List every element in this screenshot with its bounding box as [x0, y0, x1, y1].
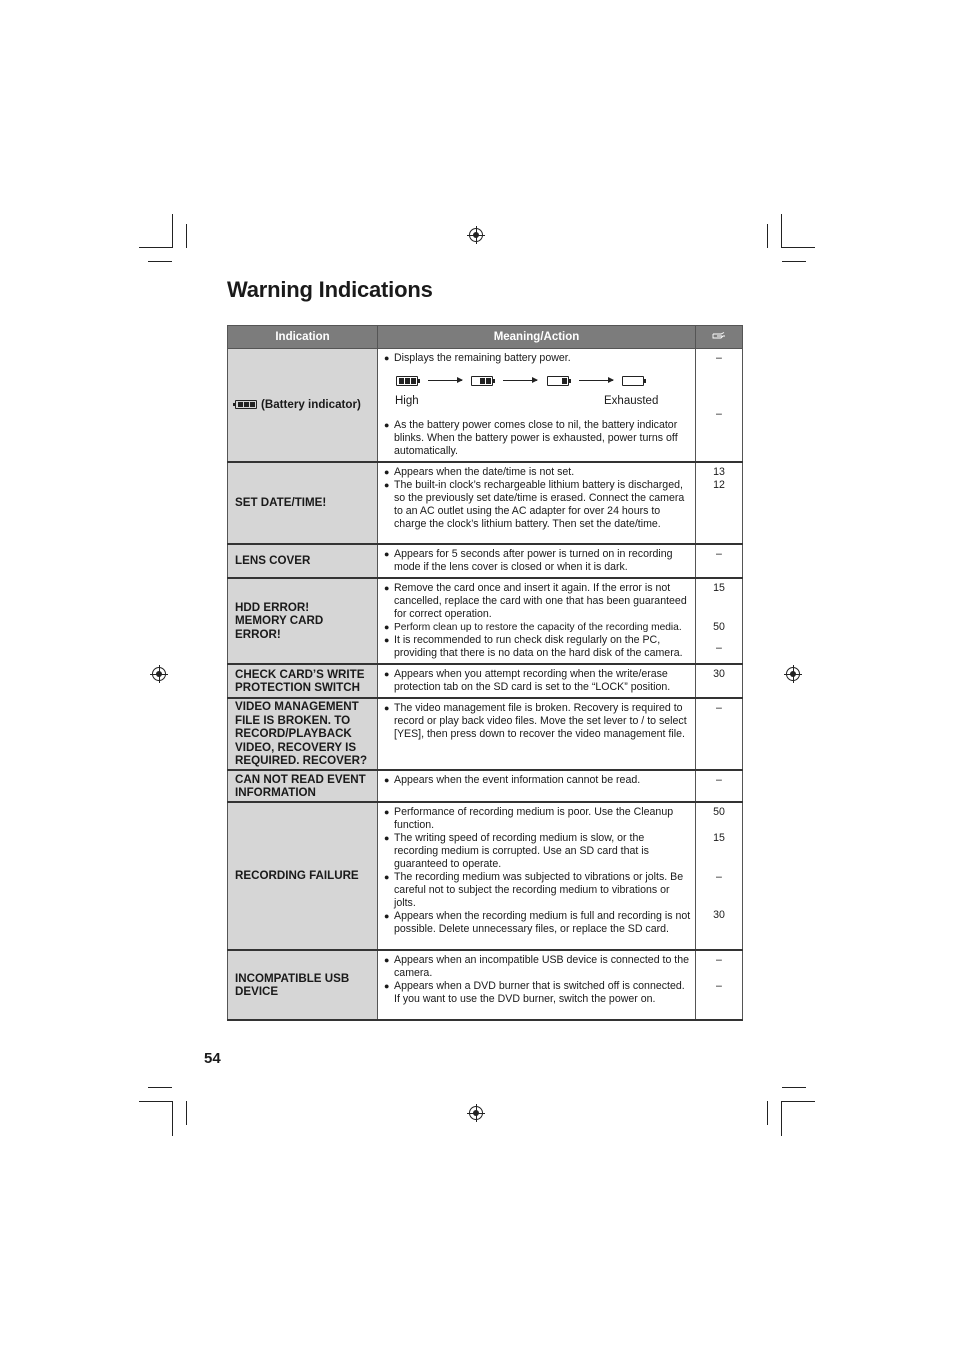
meaning-cell [378, 698, 696, 770]
list-item: ● Appears when you attempt recording when the write/erase protection tab on the SD card is set to the “LOCK” position. [384, 668, 691, 694]
battery-empty-icon [622, 376, 644, 386]
meaning-cell [378, 950, 696, 1020]
list-item: ● It is recommended to run check disk regularly on the PC, providing that there is no data on the hard disk of the camera. [384, 634, 691, 660]
list-item: ● Appears when the event information cannot be read. [384, 774, 691, 787]
battery-full-icon [396, 376, 418, 386]
page-title: Warning Indications [227, 277, 433, 302]
meaning-cell [378, 770, 696, 802]
battery-level-diagram [384, 365, 691, 409]
arrow-right-icon [503, 380, 537, 381]
list-item: ● Performance of recording medium is poor. Use the Cleanup function. [384, 806, 691, 832]
meaning-cell [378, 462, 696, 544]
meaning-cell [378, 544, 696, 578]
warning-table [227, 325, 743, 1021]
table-row [228, 664, 743, 698]
table-row [228, 544, 743, 578]
arrow-right-icon [428, 380, 462, 381]
meaning-cell [378, 664, 696, 698]
indication-cell: HDD ERROR! MEMORY CARD ERROR! [228, 578, 378, 664]
table-row [228, 950, 743, 1020]
indication-label: (Battery indicator) [261, 398, 361, 412]
list-item: ● Remove the card once and insert it again. If the error is not cancelled, replace the card with one that has been guaranteed for correct operation. [384, 582, 691, 621]
list-item: ● The video management file is broken. Recovery is required to record or play back video files. Move the set lever to / to select [YES], then press down to recover the video management file. [384, 702, 691, 741]
indication-cell: CHECK CARD’S WRITE PROTECTION SWITCH [228, 664, 378, 698]
reference-hand-icon [712, 331, 726, 340]
header-reference [696, 326, 743, 349]
reference-cell: – – [696, 950, 743, 1020]
list-item: ● The built-in clock’s rechargeable lithium battery is discharged, so the previously set date/time is erased. Connect the camera to an AC outlet using the AC adapter for over 24 hours to charge the clock’s lithium battery. Then set the date/time. [384, 479, 691, 531]
list-item: ● Perform clean up to restore the capacity of the recording media. [384, 621, 691, 634]
reference-cell: 50 15 – 30 [696, 802, 743, 950]
table-row [228, 349, 743, 463]
table-row [228, 578, 743, 664]
reference-cell: 30 [696, 664, 743, 698]
list-item: ● Appears when the date/time is not set. [384, 466, 691, 479]
indication-cell: RECORDING FAILURE [228, 802, 378, 950]
battery-one-third-icon [547, 376, 569, 386]
reference-cell: 15 50 – [696, 578, 743, 664]
meaning-cell [378, 349, 696, 463]
list-item: ● Displays the remaining battery power. [384, 352, 691, 365]
meaning-cell [378, 578, 696, 664]
battery-exhausted-label: Exhausted [604, 395, 659, 407]
page-number: 54 [204, 1050, 221, 1067]
reference-cell: – [696, 544, 743, 578]
registration-mark-icon [469, 228, 483, 242]
table-row [228, 802, 743, 950]
registration-mark-icon [786, 667, 800, 681]
indication-cell: VIDEO MANAGEMENT FILE IS BROKEN. TO RECORD/PLAYBACK VIDEO, RECOVERY IS REQUIRED. RECOVER? [228, 698, 378, 770]
table-header [228, 326, 743, 349]
indication-cell: SET DATE/TIME! [228, 462, 378, 544]
indication-cell: INCOMPATIBLE USB DEVICE [228, 950, 378, 1020]
list-item: ● As the battery power comes close to nil, the battery indicator blinks. When the battery power is exhausted, power turns off automatically. [384, 419, 691, 458]
list-item: ● The writing speed of recording medium is slow, or the recording medium is corrupted. Use an SD card that is guaranteed to operate. [384, 832, 691, 871]
list-item: ● The recording medium was subjected to vibrations or jolts. Be careful not to subject the recording medium to vibrations or jolts. [384, 871, 691, 910]
header-meaning: Meaning/Action [378, 326, 696, 349]
registration-mark-icon [469, 1106, 483, 1120]
list-item: ● Appears when a DVD burner that is switched off is connected. If you want to use the DVD burner, switch the power on. [384, 980, 691, 1006]
table-row [228, 698, 743, 770]
battery-high-label: High [395, 395, 419, 407]
registration-mark-icon [152, 667, 166, 681]
indication-cell: CAN NOT READ EVENT INFORMATION [228, 770, 378, 802]
list-item: ● Appears when the recording medium is full and recording is not possible. Delete unnecessary files, or replace the SD card. [384, 910, 691, 936]
reference-cell: 13 12 [696, 462, 743, 544]
meaning-cell [378, 802, 696, 950]
indication-cell [228, 349, 378, 463]
header-indication: Indication [228, 326, 378, 349]
reference-cell: – [696, 770, 743, 802]
arrow-right-icon [579, 380, 613, 381]
indication-cell: LENS COVER [228, 544, 378, 578]
table-row [228, 770, 743, 802]
table-row [228, 462, 743, 544]
battery-two-thirds-icon [471, 376, 493, 386]
reference-cell: – – [696, 349, 743, 463]
battery-full-icon [235, 400, 257, 409]
reference-cell: – [696, 698, 743, 770]
list-item: ● Appears for 5 seconds after power is turned on in recording mode if the lens cover is closed or when it is dark. [384, 548, 691, 574]
list-item: ● Appears when an incompatible USB device is connected to the camera. [384, 954, 691, 980]
